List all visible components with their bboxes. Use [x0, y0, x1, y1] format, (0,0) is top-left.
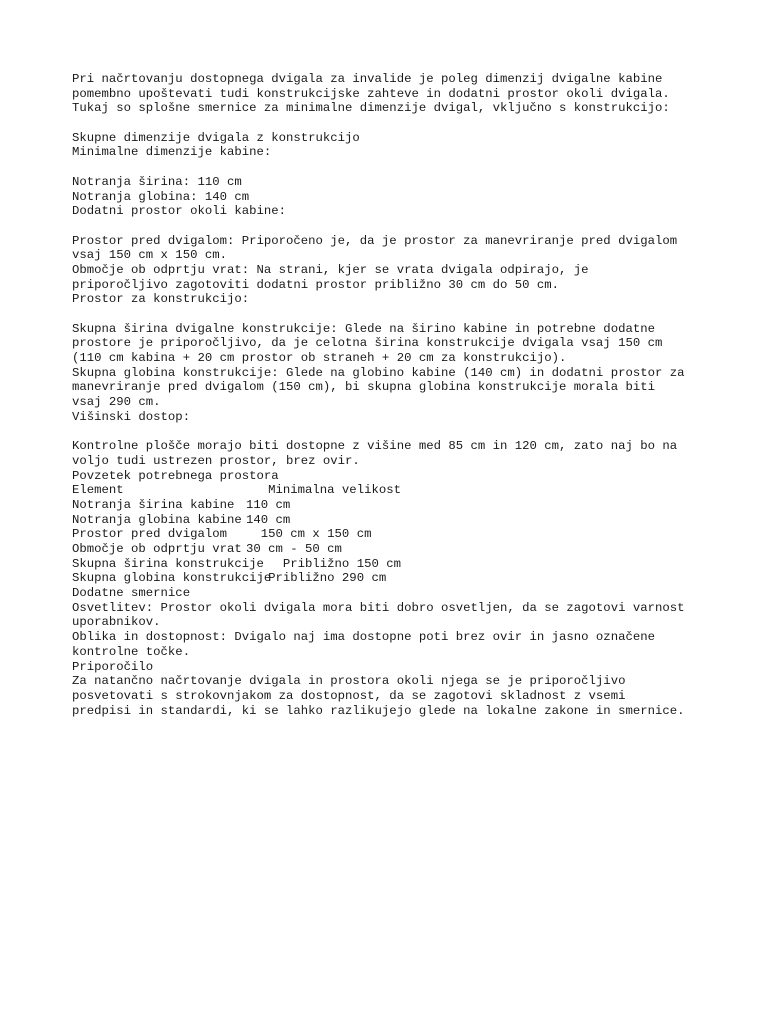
space-summary-table [72, 483, 732, 586]
text-line: Notranja globina: 140 cm [72, 189, 250, 204]
table-header-row [72, 483, 732, 498]
document-body [72, 72, 732, 718]
table-row [72, 542, 732, 557]
text-line: Dodatni prostor okoli kabine: [72, 204, 287, 219]
table-row [72, 498, 732, 513]
text-line: manevriranje pred dvigalom (150 cm), bi skupna globina konstrukcije morala biti [72, 380, 655, 395]
text-line: Minimalne dimenzije kabine: [72, 145, 272, 160]
table-cell: Skupna globina konstrukcije [72, 571, 272, 586]
text-line: Območje ob odprtju vrat: Na strani, kjer se vrata dvigala odpirajo, je [72, 262, 589, 277]
text-line: Prostor pred dvigalom: Priporočeno je, da je prostor za manevriranje pred dvigalom [72, 233, 678, 248]
text-line: vsaj 150 cm x 150 cm. [72, 248, 227, 263]
text-line: Skupna širina dvigalne konstrukcije: Glede na širino kabine in potrebne dodatne [72, 321, 655, 336]
text-line: Osvetlitev: Prostor okoli dvigala mora biti dobro osvetljen, da se zagotovi varnost [72, 600, 685, 615]
section-heading: Priporočilo [72, 659, 154, 674]
text-line: Oblika in dostopnost: Dvigalo naj ima dostopne poti brez ovir in jasno označene [72, 630, 655, 645]
table-cell: Notranja globina kabine [72, 512, 242, 527]
section-heading: Povzetek potrebnega prostora [72, 468, 279, 483]
table-cell: Prostor pred dvigalom [72, 527, 227, 542]
table-row [72, 571, 732, 586]
table-row [72, 557, 732, 572]
text-line: predpisi in standardi, ki se lahko razlikujejo glede na lokalne zakone in smernice. [72, 703, 685, 718]
text-line: uporabnikov. [72, 615, 161, 630]
text-line: (110 cm kabina + 20 cm prostor ob straneh + 20 cm za konstrukcijo). [72, 351, 567, 366]
text-line: posvetovati s strokovnjakom za dostopnost, da se zagotovi skladnost z vsemi [72, 688, 626, 703]
text-line: Prostor za konstrukcijo: [72, 292, 250, 307]
table-cell: 150 cm x 150 cm [246, 527, 372, 542]
text-line: prostore je priporočljivo, da je celotna širina konstrukcije dvigala vsaj 150 cm [72, 336, 663, 351]
section-additional-space [72, 234, 732, 307]
section-additional-guidelines [72, 586, 732, 718]
text-line: kontrolne točke. [72, 644, 191, 659]
intro-paragraph [72, 72, 732, 116]
text-line: Tukaj so splošne smernice za minimalne dimenzije dvigal, vključno s konstrukcijo: [72, 101, 670, 116]
table-cell: 30 cm - 50 cm [246, 542, 342, 556]
text-line: Skupna globina konstrukcije: Glede na globino kabine (140 cm) in dodatni prostor za [72, 365, 685, 380]
table-cell: Skupna širina konstrukcije [72, 556, 264, 571]
table-cell: Območje ob odprtju vrat [72, 542, 242, 556]
text-line: Za natančno načrtovanje dvigala in prostora okoli njega se je priporočljivo [72, 674, 626, 689]
text-line: vsaj 290 cm. [72, 395, 161, 410]
table-cell: Približno 150 cm [246, 556, 401, 571]
text-line: Kontrolne plošče morajo biti dostopne z višine med 85 cm in 120 cm, zato naj bo na [72, 439, 678, 454]
section-height-access [72, 439, 732, 483]
section-heading: Skupne dimenzije dvigala z konstrukcijo [72, 130, 360, 145]
text-line: priporočljivo zagotoviti dodatni prostor približno 30 cm do 50 cm. [72, 277, 560, 292]
section-cabin-dimensions [72, 175, 732, 219]
table-row [72, 527, 732, 542]
section-construction-space [72, 322, 732, 425]
section-overall-dimensions [72, 131, 732, 160]
table-cell: 110 cm [246, 497, 291, 512]
table-cell: 140 cm [246, 512, 291, 527]
text-line: Notranja širina: 110 cm [72, 174, 242, 189]
table-cell: Notranja širina kabine [72, 497, 235, 512]
table-header-cell: Minimalna velikost [246, 483, 401, 498]
text-line: pomembno upoštevati tudi konstrukcijske zahteve in dodatni prostor okoli dvigala. [72, 86, 670, 101]
table-header-cell: Element [72, 483, 124, 498]
section-heading: Dodatne smernice [72, 586, 191, 601]
table-row [72, 513, 732, 528]
text-line: Pri načrtovanju dostopnega dvigala za invalide je poleg dimenzij dvigalne kabine [72, 72, 663, 86]
text-line: voljo tudi ustrezen prostor, brez ovir. [72, 453, 360, 468]
text-line: Višinski dostop: [72, 409, 191, 424]
table-cell: Približno 290 cm [246, 571, 387, 586]
